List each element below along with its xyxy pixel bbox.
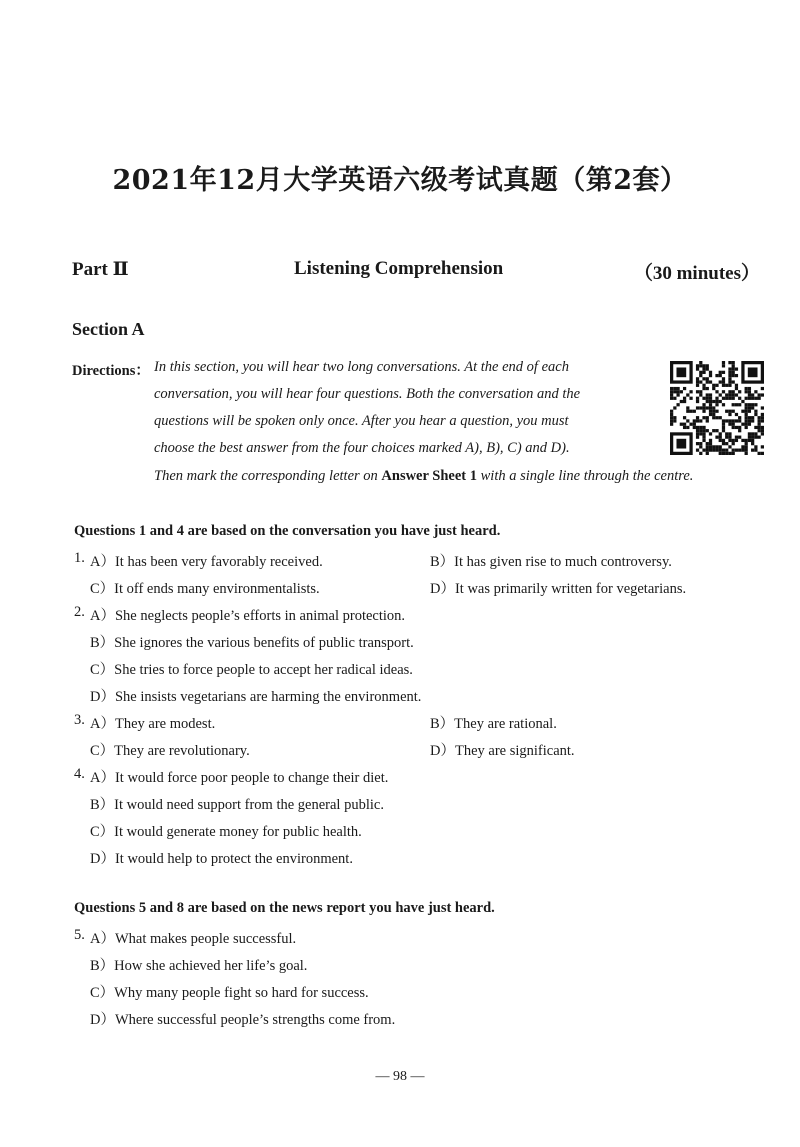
qr-code-icon bbox=[670, 361, 764, 455]
answer-option: C）Why many people fight so hard for success. bbox=[90, 985, 369, 1001]
answer-option: A）They are modest. bbox=[90, 716, 216, 732]
directions-line: questions will be spoken only once. After you hear a question, you must bbox=[154, 413, 569, 429]
directions-line bbox=[154, 468, 693, 485]
directions-line: In this section, you will hear two long conversations. At the end of each bbox=[154, 359, 569, 375]
answer-option: C）It would generate money for public health. bbox=[90, 824, 362, 840]
answer-option: B）It would need support from the general public. bbox=[90, 797, 384, 813]
answer-option: B）It has given rise to much controversy. bbox=[430, 554, 672, 570]
question-number: 2. bbox=[74, 604, 85, 620]
part-label: Part Ⅱ bbox=[72, 259, 129, 280]
question-number: 4. bbox=[74, 766, 85, 782]
part-time: （30 minutes） bbox=[633, 263, 760, 284]
part-header bbox=[72, 258, 760, 284]
answer-option: D）She insists vegetarians are harming the environment. bbox=[90, 689, 422, 705]
page-number: — 98 — bbox=[375, 1069, 425, 1084]
directions-line: conversation, you will hear four questions. Both the conversation and the bbox=[154, 386, 581, 402]
question-number: 5. bbox=[74, 927, 85, 943]
answer-option: B）How she achieved her life’s goal. bbox=[90, 958, 308, 974]
section-title: Section A bbox=[72, 319, 145, 339]
answer-option: B）She ignores the various benefits of public transport. bbox=[90, 635, 414, 651]
answer-option: D）It would help to protect the environment. bbox=[90, 851, 353, 867]
question-number: 3. bbox=[74, 712, 85, 728]
answer-option: A）She neglects people’s efforts in animal protection. bbox=[90, 608, 406, 624]
directions-line: choose the best answer from the four choices marked A), B), C) and D). bbox=[154, 440, 570, 456]
answer-option: C）She tries to force people to accept her radical ideas. bbox=[90, 662, 413, 678]
answer-option: D）It was primarily written for vegetarians. bbox=[430, 581, 687, 597]
answer-sheet-label: Answer Sheet 1 bbox=[381, 468, 477, 484]
question-group-header: Questions 1 and 4 are based on the conversation you have just heard. bbox=[74, 523, 501, 539]
answer-option: A）It has been very favorably received. bbox=[90, 554, 323, 570]
answer-option: B）They are rational. bbox=[430, 716, 557, 732]
directions-text: with a single line through the centre. bbox=[477, 468, 694, 484]
page-title: 2021年12月大学英语六级考试真题（第2套） bbox=[112, 165, 688, 196]
directions-text: Then mark the corresponding letter on bbox=[154, 468, 382, 484]
part-name: Listening Comprehension bbox=[294, 258, 504, 279]
answer-option: A）What makes people successful. bbox=[90, 931, 297, 947]
answer-option: C）They are revolutionary. bbox=[90, 743, 250, 759]
question-group-header: Questions 5 and 8 are based on the news report you have just heard. bbox=[74, 900, 495, 916]
answer-option: D）They are significant. bbox=[430, 743, 575, 759]
answer-option: A）It would force poor people to change their diet. bbox=[90, 770, 389, 786]
question-number: 1. bbox=[74, 550, 85, 566]
answer-option: D）Where successful people’s strengths come from. bbox=[90, 1012, 396, 1028]
answer-option: C）It off ends many environmentalists. bbox=[90, 581, 320, 597]
directions-label: Directions： bbox=[72, 363, 150, 379]
